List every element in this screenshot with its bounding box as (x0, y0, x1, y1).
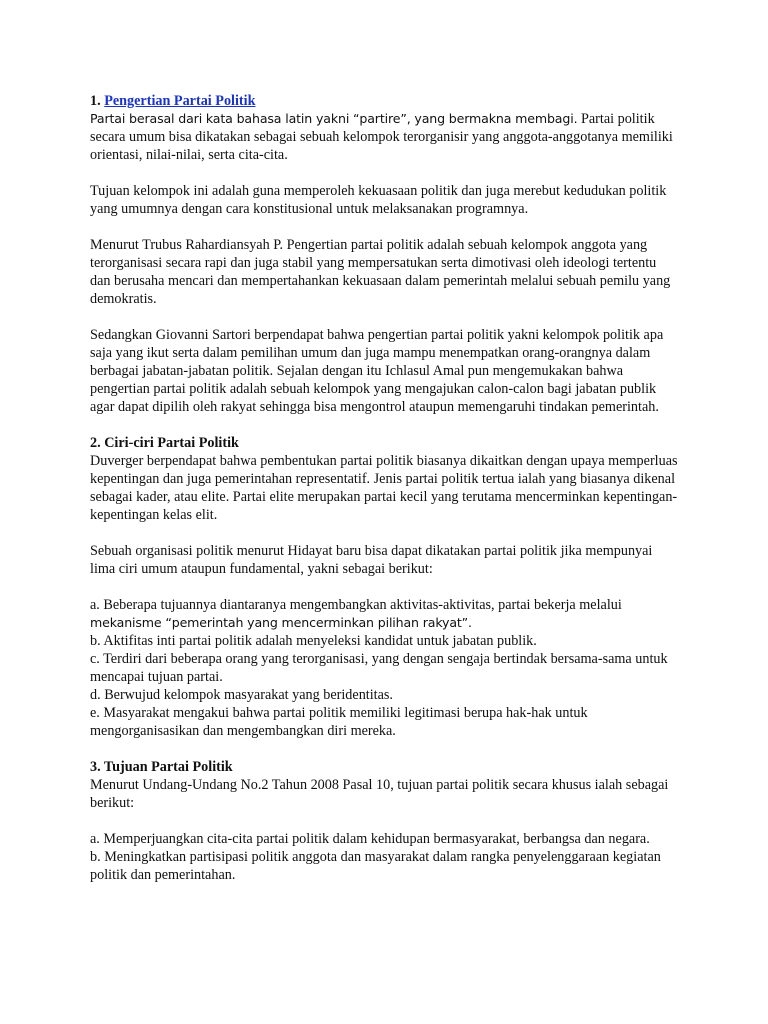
spacer (90, 812, 680, 830)
section-1-paragraph-1-rest: Partai politik secara umum bisa dikatakan sebagai sebuah kelompok terorganisir yang anggota-anggotanya memiliki orientasi, nilai-nilai, serta cita-cita. (90, 111, 673, 163)
spacer (90, 416, 680, 434)
section-2-paragraph-2: Sebuah organisasi politik menurut Hidayat baru bisa dapat dikatakan partai politik jika mempunyai lima ciri umum ataupun fundamental, yakni sebagai berikut: (90, 543, 653, 577)
spacer (90, 218, 680, 236)
document-page (90, 92, 680, 884)
section-2-item-b: b. Aktifitas inti partai politik adalah menyeleksi kandidat untuk jabatan publik. (90, 633, 537, 649)
spacer (90, 308, 680, 326)
section-3-item-a: a. Memperjuangkan cita-cita partai politik dalam kehidupan bermasyarakat, berbangsa dan negara. (90, 831, 650, 847)
section-1-paragraph-3: Menurut Trubus Rahardiansyah P. Pengertian partai politik adalah sebuah kelompok anggota yang terorganisasi secara rapi dan juga stabil yang mempersatukan serta dimotivasi oleh ideologi tertentu dan berusaha mencari dan mempertahankan kekuasaan dalam pemerintah melalui sebuah pemilu yang demokratis. (90, 237, 671, 307)
section-1-paragraph-4: Sedangkan Giovanni Sartori berpendapat bahwa pengertian partai politik yakni kelompok politik apa saja yang ikut serta dalam pemilihan umum dan juga mampu menempatkan orang-orangnya dalam berbagai jabatan-jabatan politik. Sejalan dengan itu Ichlasul Amal pun mengemukakan bahwa pengertian partai politik adalah sebuah kelompok yang mengajukan calon-calon bagi jabatan publik agar dapat dipilih oleh rakyat sehingga bisa mengontrol ataupun memengaruhi tindakan pemerintah. (90, 327, 664, 415)
section-2-heading: 2. Ciri-ciri Partai Politik (90, 435, 239, 451)
spacer (90, 524, 680, 542)
section-3-heading: 3. Tujuan Partai Politik (90, 759, 233, 775)
section-1-paragraph-1-sans: Partai berasal dari kata bahasa latin yakni “partire”, yang bermakna membagi. (90, 111, 578, 126)
section-3-paragraph-1: Menurut Undang-Undang No.2 Tahun 2008 Pasal 10, tujuan partai politik secara khusus ialah sebagai berikut: (90, 777, 669, 811)
section-3-item-b: b. Meningkatkan partisipasi politik anggota dan masyarakat dalam rangka penyelenggaraan kegiatan politik dan pemerintahan. (90, 849, 661, 883)
section-1-number: 1. (90, 93, 101, 109)
section-2-item-e: e. Masyarakat mengakui bahwa partai politik memiliki legitimasi berupa hak-hak untuk mengorganisasikan dan mengembangkan diri mereka. (90, 705, 588, 739)
section-1-heading (90, 92, 680, 110)
section-2-item-a-sans: mekanisme “pemerintah yang mencerminkan pilihan rakyat”. (90, 615, 472, 630)
section-2-item-a-serif: a. Beberapa tujuannya diantaranya mengembangkan aktivitas-aktivitas, partai bekerja melalui (90, 597, 622, 613)
section-2-item-a (90, 596, 680, 632)
spacer (90, 164, 680, 182)
section-1-paragraph-2: Tujuan kelompok ini adalah guna memperoleh kekuasaan politik dan juga merebut kedudukan politik yang umumnya dengan cara konstitusional untuk melaksanakan programnya. (90, 183, 667, 217)
section-2-paragraph-1: Duverger berpendapat bahwa pembentukan partai politik biasanya dikaitkan dengan upaya memperluas kepentingan dan juga pemerintahan representatif. Jenis partai politik tertua ialah yang biasanya dikenal sebagai kader, atau elite. Partai elite merupakan partai kecil yang terutama mencerminkan kepentingan-kepentingan kelas elit. (90, 453, 678, 523)
section-2-item-d: d. Berwujud kelompok masyarakat yang beridentitas. (90, 687, 393, 703)
section-2-item-c: c. Terdiri dari beberapa orang yang terorganisasi, yang dengan sengaja bertindak bersama-sama untuk mencapai tujuan partai. (90, 651, 668, 685)
section-1-title-link[interactable]: Pengertian Partai Politik (104, 93, 256, 109)
section-1-paragraph-1 (90, 110, 680, 164)
spacer (90, 740, 680, 758)
spacer (90, 578, 680, 596)
